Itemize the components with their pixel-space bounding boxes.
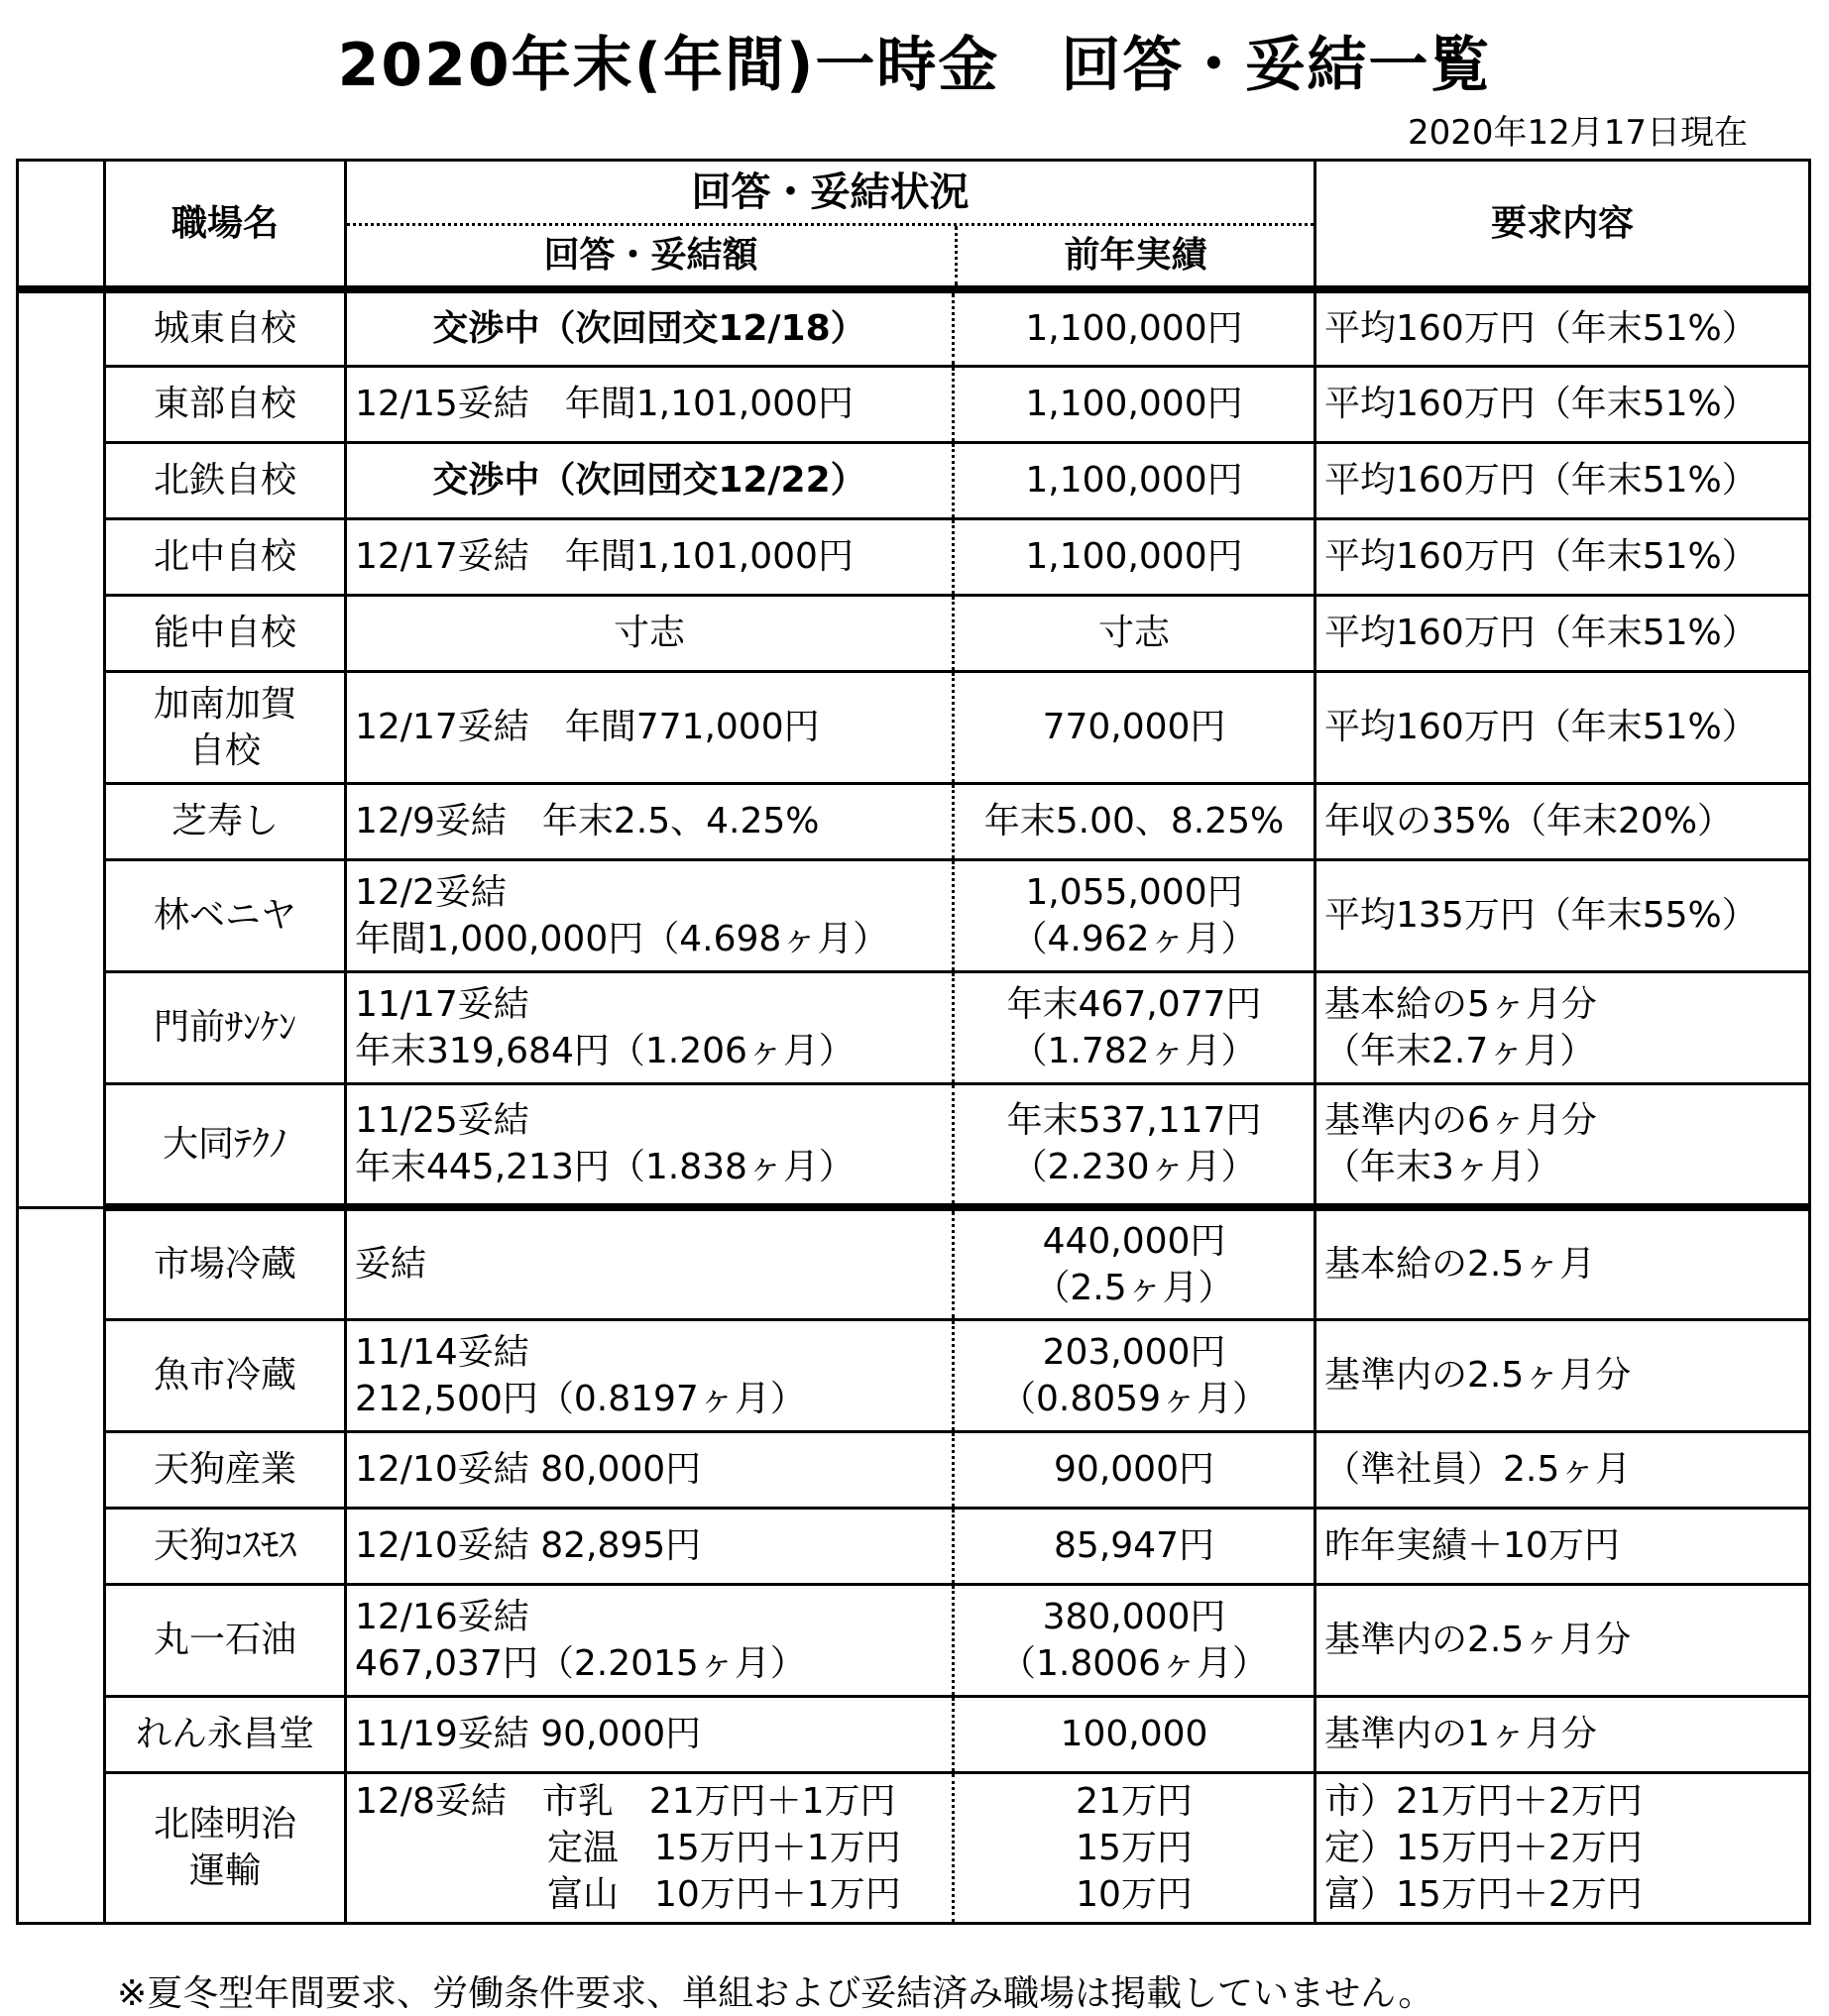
demand-cell: 平均160万円（年末51%）	[1315, 366, 1810, 442]
workplace-name: 大同ﾃｸﾉ	[105, 1083, 346, 1207]
workplace-name: 市場冷蔵	[105, 1207, 346, 1319]
status-cell: 11/17妥結 年末319,684円（1.206ヶ月）	[346, 971, 954, 1083]
page-title: 2020年末(年間)一時金 回答・妥結一覧	[337, 31, 1492, 100]
demand-cell: 基準内の2.5ヶ月分	[1315, 1584, 1810, 1696]
prev-cell: 100,000	[954, 1696, 1315, 1772]
table-row	[18, 1083, 1810, 1207]
table-row	[18, 1772, 1810, 1923]
workplace-name: 城東自校	[105, 289, 346, 366]
prev-cell: 1,100,000円	[954, 366, 1315, 442]
status-cell: 11/25妥結 年末445,213円（1.838ヶ月）	[346, 1083, 954, 1207]
demand-cell: 平均135万円（年末55%）	[1315, 859, 1810, 971]
prev-cell: 年末467,077円 （1.782ヶ月）	[954, 971, 1315, 1083]
table-row	[18, 1508, 1810, 1584]
status-cell: 12/16妥結 467,037円（2.2015ヶ月）	[346, 1584, 954, 1696]
status-cell: 12/10妥結 82,895円	[346, 1508, 954, 1584]
table-row	[18, 1696, 1810, 1772]
table-row	[18, 289, 1810, 366]
status-cell: 寸志	[346, 595, 954, 671]
header-prev: 前年実績	[1064, 235, 1207, 276]
table-row	[18, 783, 1810, 859]
workplace-name: 丸一石油	[105, 1584, 346, 1696]
status-cell: 12/10妥結 80,000円	[346, 1431, 954, 1508]
demand-cell: 基準内の1ヶ月分	[1315, 1696, 1810, 1772]
table-row	[18, 1319, 1810, 1431]
table-row	[18, 1584, 1810, 1696]
header-demand: 要求内容	[1315, 161, 1810, 290]
status-cell: 11/19妥結 90,000円	[346, 1696, 954, 1772]
table-row	[18, 1207, 1810, 1319]
prev-cell: 85,947円	[954, 1508, 1315, 1584]
table-row	[18, 859, 1810, 971]
demand-cell: 基準内の6ヶ月分 （年末3ヶ月）	[1315, 1083, 1810, 1207]
prev-cell: 1,100,000円	[954, 289, 1315, 366]
table-row	[18, 671, 1810, 783]
prev-cell: 年末5.00、8.25%	[954, 783, 1315, 859]
prev-cell: 203,000円 （0.8059ヶ月）	[954, 1319, 1315, 1431]
workplace-name: 天狗ｺｽﾓｽ	[105, 1508, 346, 1584]
demand-cell: 昨年実績＋10万円	[1315, 1508, 1810, 1584]
workplace-name: 能中自校	[105, 595, 346, 671]
header-workplace: 職場名	[105, 161, 346, 290]
demand-cell: 基本給の2.5ヶ月	[1315, 1207, 1810, 1319]
header-status: 回答・妥結額	[347, 226, 958, 285]
prev-cell: 440,000円 （2.5ヶ月）	[954, 1207, 1315, 1319]
workplace-name: 北中自校	[105, 518, 346, 595]
header-status-group-label: 回答・妥結状況	[347, 162, 1314, 226]
workplace-name: 天狗産業	[105, 1431, 346, 1508]
demand-cell: 平均160万円（年末51%）	[1315, 671, 1810, 783]
status-cell: 11/14妥結 212,500円（0.8197ヶ月）	[346, 1319, 954, 1431]
status-cell: 交渉中（次回団交12/22）	[346, 442, 954, 518]
status-cell: 12/17妥結 年間771,000円	[346, 671, 954, 783]
table-row	[18, 442, 1810, 518]
demand-cell: 年収の35%（年末20%）	[1315, 783, 1810, 859]
prev-cell: 90,000円	[954, 1431, 1315, 1508]
prev-cell: 1,100,000円	[954, 442, 1315, 518]
demand-cell: 平均160万円（年末51%）	[1315, 595, 1810, 671]
demand-cell: 市）21万円＋2万円 定）15万円＋2万円 富）15万円＋2万円	[1315, 1772, 1810, 1923]
workplace-name: 北鉄自校	[105, 442, 346, 518]
prev-cell: 年末537,117円 （2.230ヶ月）	[954, 1083, 1315, 1207]
table-row	[18, 366, 1810, 442]
footnote: ※夏冬型年間要求、労働条件要求、単組および妥結済み職場は掲載していません。	[117, 1973, 1434, 2014]
workplace-name: 北陸明治 運輸	[105, 1772, 346, 1923]
table-row	[18, 518, 1810, 595]
settlement-table	[16, 159, 1811, 1925]
header-row	[18, 161, 1810, 290]
prev-cell: 1,100,000円	[954, 518, 1315, 595]
table-row	[18, 595, 1810, 671]
table-row	[18, 971, 1810, 1083]
status-cell: 交渉中（次回団交12/18）	[346, 289, 954, 366]
as-of-date: 2020年12月17日現在	[1407, 113, 1748, 153]
prev-cell: 770,000円	[954, 671, 1315, 783]
demand-cell: 基準内の2.5ヶ月分	[1315, 1319, 1810, 1431]
demand-cell: 平均160万円（年末51%）	[1315, 518, 1810, 595]
status-cell: 12/2妥結 年間1,000,000円（4.698ヶ月）	[346, 859, 954, 971]
prev-cell: 21万円 15万円 10万円	[954, 1772, 1315, 1923]
group-cell	[18, 161, 105, 290]
group-cell	[18, 289, 105, 1207]
prev-cell: 寸志	[954, 595, 1315, 671]
workplace-name: 魚市冷蔵	[105, 1319, 346, 1431]
status-cell: 12/9妥結 年末2.5、4.25%	[346, 783, 954, 859]
demand-cell: 平均160万円（年末51%）	[1315, 289, 1810, 366]
group-cell	[18, 1207, 105, 1923]
status-cell: 12/17妥結 年間1,101,000円	[346, 518, 954, 595]
status-cell: 妥結	[346, 1207, 954, 1319]
demand-cell: （準社員）2.5ヶ月	[1315, 1431, 1810, 1508]
table-row	[18, 1431, 1810, 1508]
workplace-name: 加南加賀 自校	[105, 671, 346, 783]
workplace-name: 林ベニヤ	[105, 859, 346, 971]
status-cell: 12/8妥結 市乳 21万円＋1万円 定温 15万円＋1万円 富山 10万円＋1万円	[346, 1772, 954, 1923]
demand-cell: 平均160万円（年末51%）	[1315, 442, 1810, 518]
workplace-name: 門前ｻﾝｹﾝ	[105, 971, 346, 1083]
workplace-name: 東部自校	[105, 366, 346, 442]
prev-cell: 1,055,000円 （4.962ヶ月）	[954, 859, 1315, 971]
status-cell: 12/15妥結 年間1,101,000円	[346, 366, 954, 442]
demand-cell: 基本給の5ヶ月分 （年末2.7ヶ月）	[1315, 971, 1810, 1083]
prev-cell: 380,000円 （1.8006ヶ月）	[954, 1584, 1315, 1696]
header-status-group	[346, 161, 1315, 290]
workplace-name: れん永昌堂	[105, 1696, 346, 1772]
workplace-name: 芝寿し	[105, 783, 346, 859]
